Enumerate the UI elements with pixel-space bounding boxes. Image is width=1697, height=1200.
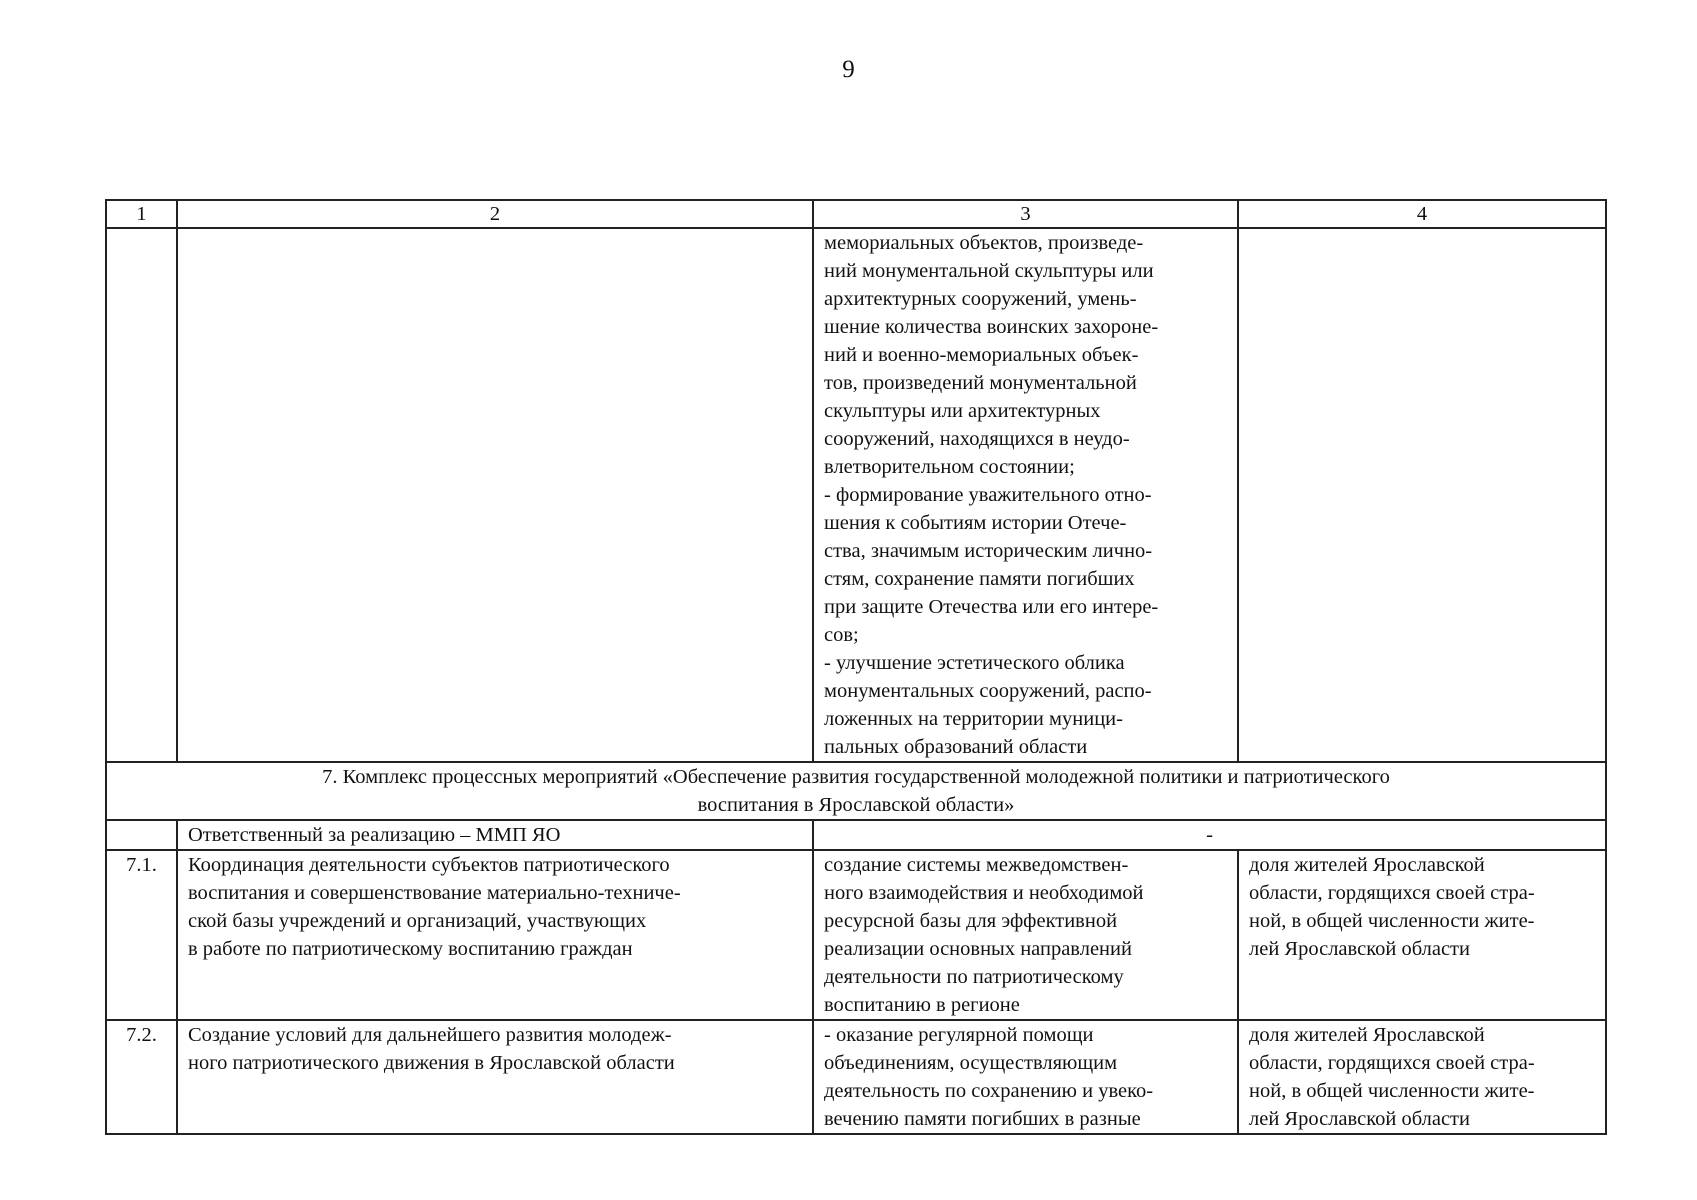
text-line: мемориальных объектов, произведе- — [824, 232, 1144, 254]
row-measure-cell — [177, 850, 813, 1020]
text-line: - оказание регулярной помощи — [824, 1024, 1094, 1046]
text-line: ства, значимым историческим лично- — [824, 540, 1153, 562]
text-line: шения к событиям истории Отече- — [824, 512, 1127, 534]
text-line: доля жителей Ярославской — [1249, 854, 1485, 876]
header-cell-3: 3 — [813, 200, 1238, 228]
text-line: при защите Отечества или его интере- — [824, 596, 1159, 618]
text-line: тов, произведений монументальной — [824, 372, 1137, 394]
text-line: лей Ярославской области — [1249, 1108, 1470, 1130]
text-line: - формирование уважительного отно- — [824, 484, 1152, 506]
text-line: сооружений, находящихся в неудо- — [824, 428, 1130, 450]
program-table — [105, 199, 1607, 1135]
header-cell-1: 1 — [106, 200, 177, 228]
section-heading-line: воспитания в Ярославской области» — [697, 794, 1015, 816]
text-line: скульптуры или архитектурных — [824, 400, 1101, 422]
header-cell-4: 4 — [1238, 200, 1606, 228]
text-line: в работе по патриотическому воспитанию граждан — [188, 938, 633, 960]
text-line: влетворительном состоянии; — [824, 456, 1075, 478]
text-line: монументальных сооружений, распо- — [824, 680, 1152, 702]
row-number: 7.2. — [106, 1020, 177, 1134]
header-row — [106, 200, 1606, 228]
text-line: доля жителей Ярославской — [1249, 1024, 1485, 1046]
section-heading — [106, 762, 1606, 820]
text-line: пальных образований области — [824, 736, 1088, 758]
continuation-num-cell — [106, 228, 177, 762]
responsible-label: Ответственный за реализацию – ММП ЯО — [177, 820, 813, 850]
header-cell-2: 2 — [177, 200, 813, 228]
text-line: ного взаимодействия и необходимой — [824, 882, 1144, 904]
row-result-cell — [813, 850, 1238, 1020]
text-line: области, гордящихся своей стра- — [1249, 882, 1535, 904]
text-line: лей Ярославской области — [1249, 938, 1470, 960]
text-line: Создание условий для дальнейшего развития молодеж- — [188, 1024, 672, 1046]
continuation-row — [106, 228, 1606, 762]
table-row — [106, 850, 1606, 1020]
text-line: ресурсной базы для эффективной — [824, 910, 1118, 932]
text-line: ской базы учреждений и организаций, участвующих — [188, 910, 647, 932]
page-number: 9 — [842, 56, 855, 83]
text-line: ний и военно-мемориальных объек- — [824, 344, 1139, 366]
row-number: 7.1. — [106, 850, 177, 1020]
section-heading-line: 7. Комплекс процессных мероприятий «Обеспечение развития государственной молодежной политики и патриотического — [322, 766, 1390, 788]
text-line: реализации основных направлений — [824, 938, 1132, 960]
text-line: ложенных на территории муници- — [824, 708, 1123, 730]
text-line: стям, сохранение памяти погибших — [824, 568, 1135, 590]
text-line: области, гордящихся своей стра- — [1249, 1052, 1535, 1074]
section-heading-row — [106, 762, 1606, 820]
text-line: воспитанию в регионе — [824, 994, 1020, 1016]
text-line: Координация деятельности субъектов патриотического — [188, 854, 670, 876]
text-line: деятельности по патриотическому — [824, 966, 1124, 988]
text-line: сов; — [824, 624, 859, 646]
responsible-row — [106, 820, 1606, 850]
text-line: ной, в общей численности жите- — [1249, 910, 1535, 932]
text-line: воспитания и совершенствование материально-техниче- — [188, 882, 681, 904]
continuation-col4-cell — [1238, 228, 1606, 762]
text-line: объединениям, осуществляющим — [824, 1052, 1118, 1074]
text-line: создание системы межведомствен- — [824, 854, 1129, 876]
row-indicator-cell — [1238, 1020, 1606, 1134]
text-line: деятельность по сохранению и увеко- — [824, 1080, 1154, 1102]
row-result-cell — [813, 1020, 1238, 1134]
text-line: ного патриотического движения в Ярославской области — [188, 1052, 675, 1074]
responsible-num-cell — [106, 820, 177, 850]
text-line: ний монументальной скульптуры или — [824, 260, 1154, 282]
text-line: - улучшение эстетического облика — [824, 652, 1125, 674]
text-line: архитектурных сооружений, умень- — [824, 288, 1137, 310]
text-line: ной, в общей численности жите- — [1249, 1080, 1535, 1102]
text-line: шение количества воинских захороне- — [824, 316, 1159, 338]
continuation-col2-cell — [177, 228, 813, 762]
text-line: вечению памяти погибших в разные — [824, 1108, 1141, 1130]
row-measure-cell — [177, 1020, 813, 1134]
continuation-col3-cell — [813, 228, 1238, 762]
row-indicator-cell — [1238, 850, 1606, 1020]
table-row — [106, 1020, 1606, 1134]
responsible-value: - — [813, 820, 1606, 850]
